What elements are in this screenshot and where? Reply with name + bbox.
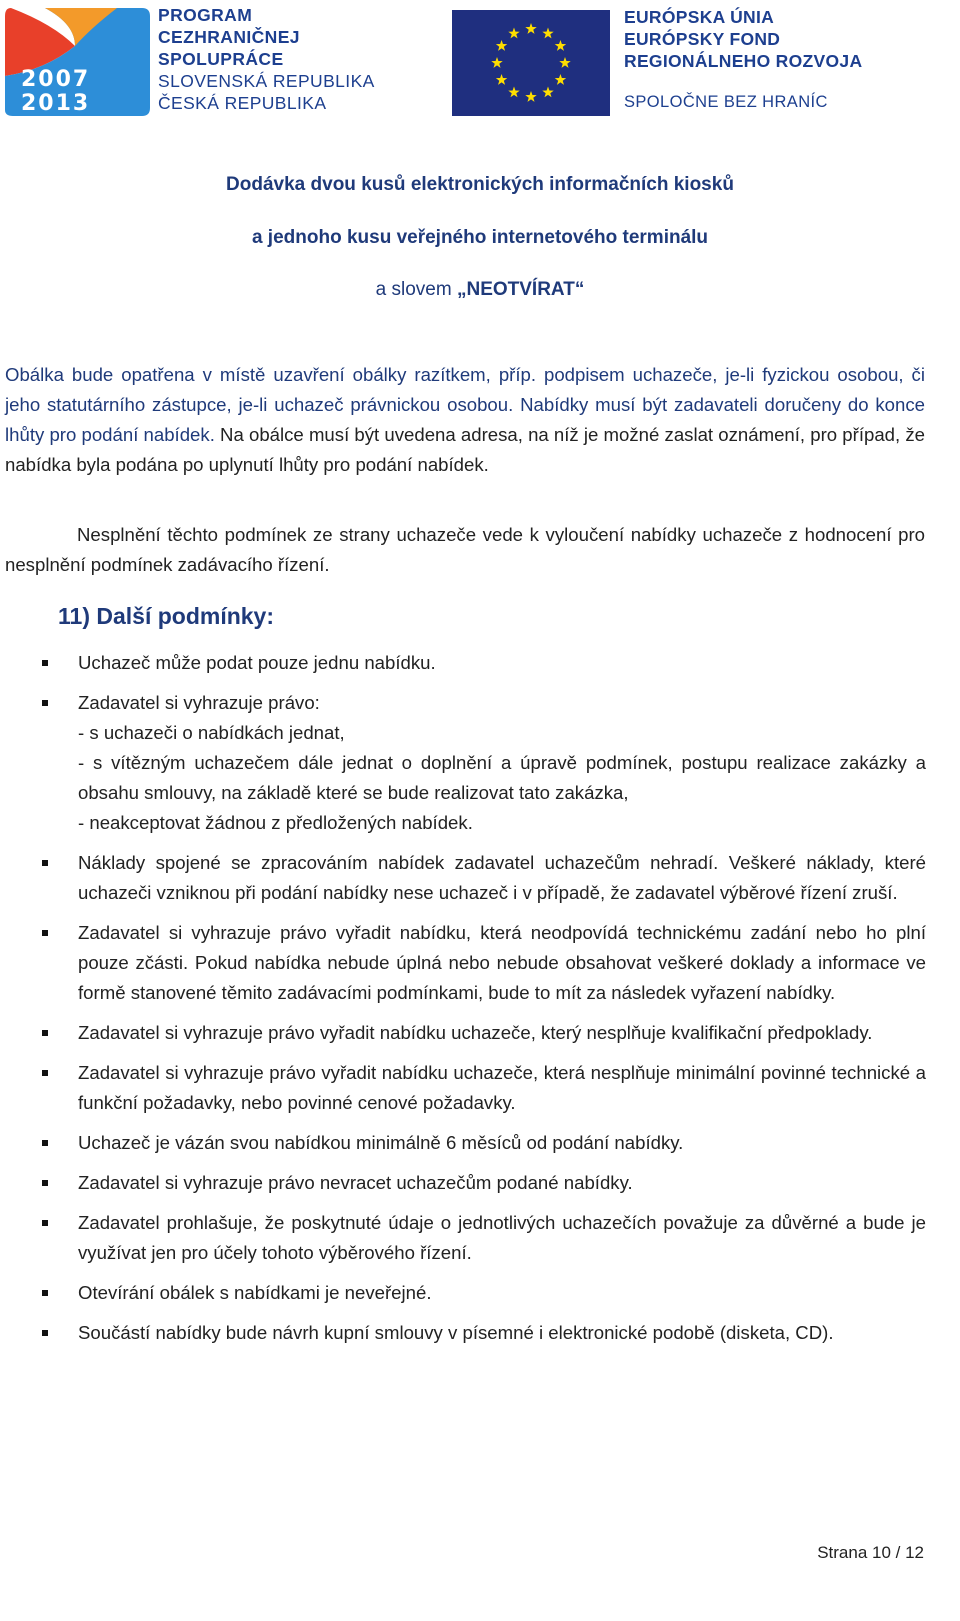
- list-item: [40, 1058, 926, 1118]
- program-line-1: PROGRAM: [158, 5, 253, 25]
- page-number: Strana 10 / 12: [817, 1543, 924, 1562]
- program-line-5: ČESKÁ REPUBLIKA: [158, 93, 327, 113]
- envelope-paragraph-first: Obálka bude opatřena v místě uzavření obálky razítkem, příp. podpisem uchazeče, je-li fyzickou osobou, či jeho statutárního zástupce, je-li uchazeč právnickou osobou. Nabídky musí být zadavateli doručeny do konce lhůty pro podání nabídek.: [5, 364, 925, 445]
- list-item-text: Náklady spojené se zpracováním nabídek zadavatel uchazečům nehradí. Veškeré náklady, které uchazeči vzniknou při podání nabídky nese uchazeč i v případě, že zadavatel výběrové řízení zruší.: [78, 852, 926, 903]
- list-item-text: Zadavatel si vyhrazuje právo:: [78, 692, 320, 713]
- tender-title-line-1: Dodávka dvou kusů elektronických informačních kiosků: [226, 174, 734, 195]
- list-subitem: - neakceptovat žádnou z předložených nabídek.: [78, 812, 473, 833]
- eu-line-1: EURÓPSKA ÚNIA: [624, 7, 775, 27]
- program-line-3: SPOLUPRÁCE: [158, 49, 284, 69]
- eu-slogan: SPOLOČNE BEZ HRANÍC: [624, 93, 828, 111]
- program-line-2: CEZHRANIČNEJ: [158, 27, 300, 47]
- eu-line-3: REGIONÁLNEHO ROZVOJA: [624, 51, 863, 71]
- section-heading: 11) Další podmínky:: [58, 603, 275, 629]
- list-item-text: Otevírání obálek s nabídkami je neveřejné.: [78, 1282, 432, 1303]
- title-prefix: a slovem: [375, 279, 457, 300]
- conditions-list: [40, 648, 926, 1348]
- list-item: [40, 688, 926, 838]
- logo-year-top: 2007: [21, 67, 91, 92]
- eu-flag-icon: [452, 10, 610, 116]
- list-item: [40, 1318, 926, 1348]
- list-item-text: Součástí nabídky bude návrh kupní smlouvy v písemné i elektronické podobě (disketa, CD).: [78, 1322, 834, 1343]
- list-item-text: Zadavatel prohlašuje, že poskytnuté údaje o jednotlivých uchazečích považuje za důvěrné a bude je využívat jen pro účely tohoto výběrového řízení.: [78, 1212, 926, 1263]
- envelope-paragraph-rest: Na obálce musí být uvedena adresa, na níž je možné zaslat oznámení, pro případ, že nabídka byla podána po uplynutí lhůty pro podání nabídek.: [5, 424, 925, 475]
- list-item-text: Zadavatel si vyhrazuje právo vyřadit nabídku uchazeče, která nesplňuje minimální povinné technické a funkční požadavky, nebo povinné cenové požadavky.: [78, 1062, 926, 1113]
- document-header: [0, 0, 960, 125]
- list-item: [40, 1128, 926, 1158]
- list-item-text: Zadavatel si vyhrazuje právo vyřadit nabídku uchazeče, který nesplňuje kvalifikační předpoklady.: [78, 1022, 873, 1043]
- list-item-text: Zadavatel si vyhrazuje právo nevracet uchazečům podané nabídky.: [78, 1172, 633, 1193]
- list-item: [40, 1208, 926, 1268]
- envelope-paragraph: [5, 360, 925, 480]
- list-item-text: Uchazeč může podat pouze jednu nabídku.: [78, 652, 436, 673]
- logo-year-bottom: 2013: [21, 91, 91, 116]
- tender-title-line-3: [0, 279, 960, 301]
- eu-fund-name: [624, 6, 862, 72]
- program-line-4: SLOVENSKÁ REPUBLIKA: [158, 71, 375, 91]
- eu-line-2: EURÓPSKY FOND: [624, 29, 781, 49]
- program-logo: [5, 6, 150, 116]
- list-subitem: - s uchazeči o nabídkách jednat,: [78, 722, 345, 743]
- list-item: [40, 1018, 926, 1048]
- list-item: [40, 648, 926, 678]
- list-item: [40, 918, 926, 1008]
- list-item: [40, 1278, 926, 1308]
- list-item: [40, 1168, 926, 1198]
- list-item: [40, 848, 926, 908]
- list-subitem: - s vítězným uchazečem dále jednat o doplnění a úpravě podmínek, postupu realizace zakázky a obsahu smlouvy, na základě které se bude realizovat tato zakázka,: [78, 752, 926, 803]
- title-do-not-open: „NEOTVÍRAT“: [456, 279, 585, 300]
- program-name: [158, 4, 375, 114]
- tender-title-line-2: a jednoho kusu veřejného internetového terminálu: [251, 227, 709, 248]
- list-item-text: Zadavatel si vyhrazuje právo vyřadit nabídku, která neodpovídá technickému zadání nebo ho plní pouze zčásti. Pokud nabídka nebude úplná nebo nebude obsahovat veškeré doklady a informace ve formě stanovené těmito zadávacími podmínkami, bude to mít za následek vyřazení nabídky.: [78, 922, 926, 1003]
- exclusion-paragraph: Nesplnění těchto podmínek ze strany uchazeče vede k vyloučení nabídky uchazeče z hodnocení pro nesplnění podmínek zadávacího řízení.: [5, 524, 925, 575]
- list-item-text: Uchazeč je vázán svou nabídkou minimálně 6 měsíců od podání nabídky.: [78, 1132, 684, 1153]
